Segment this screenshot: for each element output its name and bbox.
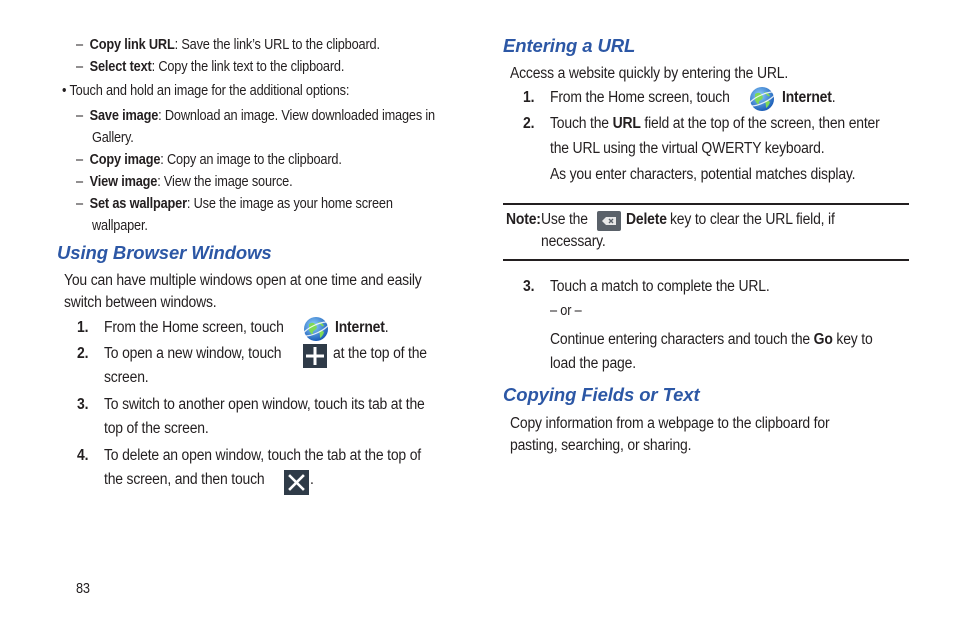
definition: : Download an image. View downloaded images in <box>158 108 435 124</box>
step-text: From the Home screen, touch <box>104 319 284 336</box>
note-text: necessary. <box>541 233 606 250</box>
paragraph-line: You can have multiple windows open at one time and easily <box>64 272 422 289</box>
note-label <box>506 209 541 231</box>
definition: : Copy an image to the clipboard. <box>160 152 342 168</box>
step-text: top of the screen. <box>104 420 209 437</box>
step-text: at the top of the <box>333 345 427 362</box>
step-bold-suffix <box>335 317 388 339</box>
list-item-copy-image <box>76 149 342 171</box>
punct: . <box>384 319 389 336</box>
note-rule-top <box>503 203 909 205</box>
text: Continue entering characters and touch the <box>550 331 814 348</box>
definition: : View the image source. <box>157 174 293 190</box>
step-bold-suffix <box>782 87 835 109</box>
term: Copy image <box>89 152 161 168</box>
section-heading-copying: Copying Fields or Text <box>503 384 700 405</box>
dash: – <box>76 196 83 212</box>
step-text: screen. <box>104 369 149 386</box>
list-item-select-text <box>76 56 344 78</box>
section-heading-browser-windows: Using Browser Windows <box>57 242 272 263</box>
step-text: To open a new window, touch <box>104 345 282 362</box>
text: key to <box>832 331 873 348</box>
note-label-text: Note: <box>506 211 541 228</box>
app-name: Internet <box>782 89 832 106</box>
dash: – <box>76 37 83 53</box>
key-name: Go <box>813 331 833 348</box>
page-number: 83 <box>76 581 90 597</box>
close-x-icon <box>284 470 309 500</box>
term: Set as wallpaper <box>89 196 187 212</box>
step-number: 3. <box>77 396 89 413</box>
step-number: 2. <box>77 345 89 362</box>
term: Save image <box>89 108 159 124</box>
step-number: 3. <box>523 278 535 295</box>
paragraph-line: pasting, searching, or sharing. <box>510 437 692 454</box>
list-item-save-image-cont: Gallery. <box>92 130 134 146</box>
term: Select text <box>89 59 152 75</box>
paragraph-line: Access a website quickly by entering the URL. <box>510 65 789 82</box>
punct: . <box>310 471 314 488</box>
dash: – <box>76 59 83 75</box>
list-item-set-wallpaper <box>76 193 393 215</box>
step-text <box>550 329 873 351</box>
paragraph-line: switch between windows. <box>64 294 217 311</box>
text: field at the top of the screen, then enter <box>640 115 880 132</box>
term: View image <box>89 174 158 190</box>
punct: . <box>831 89 836 106</box>
bullet: • <box>62 83 67 99</box>
note-text: key to clear the URL field, if <box>670 211 835 228</box>
step-text: the URL using the virtual QWERTY keyboard. <box>550 140 825 157</box>
step-text: To switch to another open window, touch its tab at the <box>104 396 425 413</box>
step-number: 4. <box>77 447 89 464</box>
step-text: load the page. <box>550 355 636 372</box>
note-key-name <box>626 209 667 231</box>
list-item-copy-link-url <box>76 34 380 56</box>
step-text: As you enter characters, potential matches display. <box>550 166 856 183</box>
key-name: Delete <box>626 211 667 228</box>
step-text <box>550 113 880 135</box>
step-text: To delete an open window, touch the tab at the top of <box>104 447 421 464</box>
app-name: Internet <box>335 319 385 336</box>
paragraph-line: Copy information from a webpage to the clipboard for <box>510 415 830 432</box>
definition: : Copy the link text to the clipboard. <box>151 59 345 75</box>
step-number: 1. <box>77 319 89 336</box>
note-text: Use the <box>541 211 588 228</box>
or-separator: – or – <box>550 303 582 319</box>
note-rule-bottom <box>503 259 909 261</box>
text: Touch the <box>550 115 613 132</box>
term: Copy link URL <box>89 37 175 53</box>
step-text: From the Home screen, touch <box>550 89 730 106</box>
list-item-view-image <box>76 171 292 193</box>
step-number: 1. <box>523 89 535 106</box>
definition: : Save the link’s URL to the clipboard. <box>174 37 380 53</box>
bullet-item-image-options <box>62 80 349 102</box>
step-number: 2. <box>523 115 535 132</box>
definition: : Use the image as your home screen <box>186 196 393 212</box>
section-heading-entering-url: Entering a URL <box>503 35 636 56</box>
dash: – <box>76 108 83 124</box>
step-text: Touch a match to complete the URL. <box>550 278 770 295</box>
dash: – <box>76 174 83 190</box>
dash: – <box>76 152 83 168</box>
step-text: the screen, and then touch <box>104 471 265 488</box>
bullet-text: Touch and hold an image for the additional options: <box>69 83 350 99</box>
field-name: URL <box>612 115 641 132</box>
list-item-save-image <box>76 105 435 127</box>
list-item-set-wallpaper-cont: wallpaper. <box>92 218 148 234</box>
plus-icon <box>303 344 327 373</box>
